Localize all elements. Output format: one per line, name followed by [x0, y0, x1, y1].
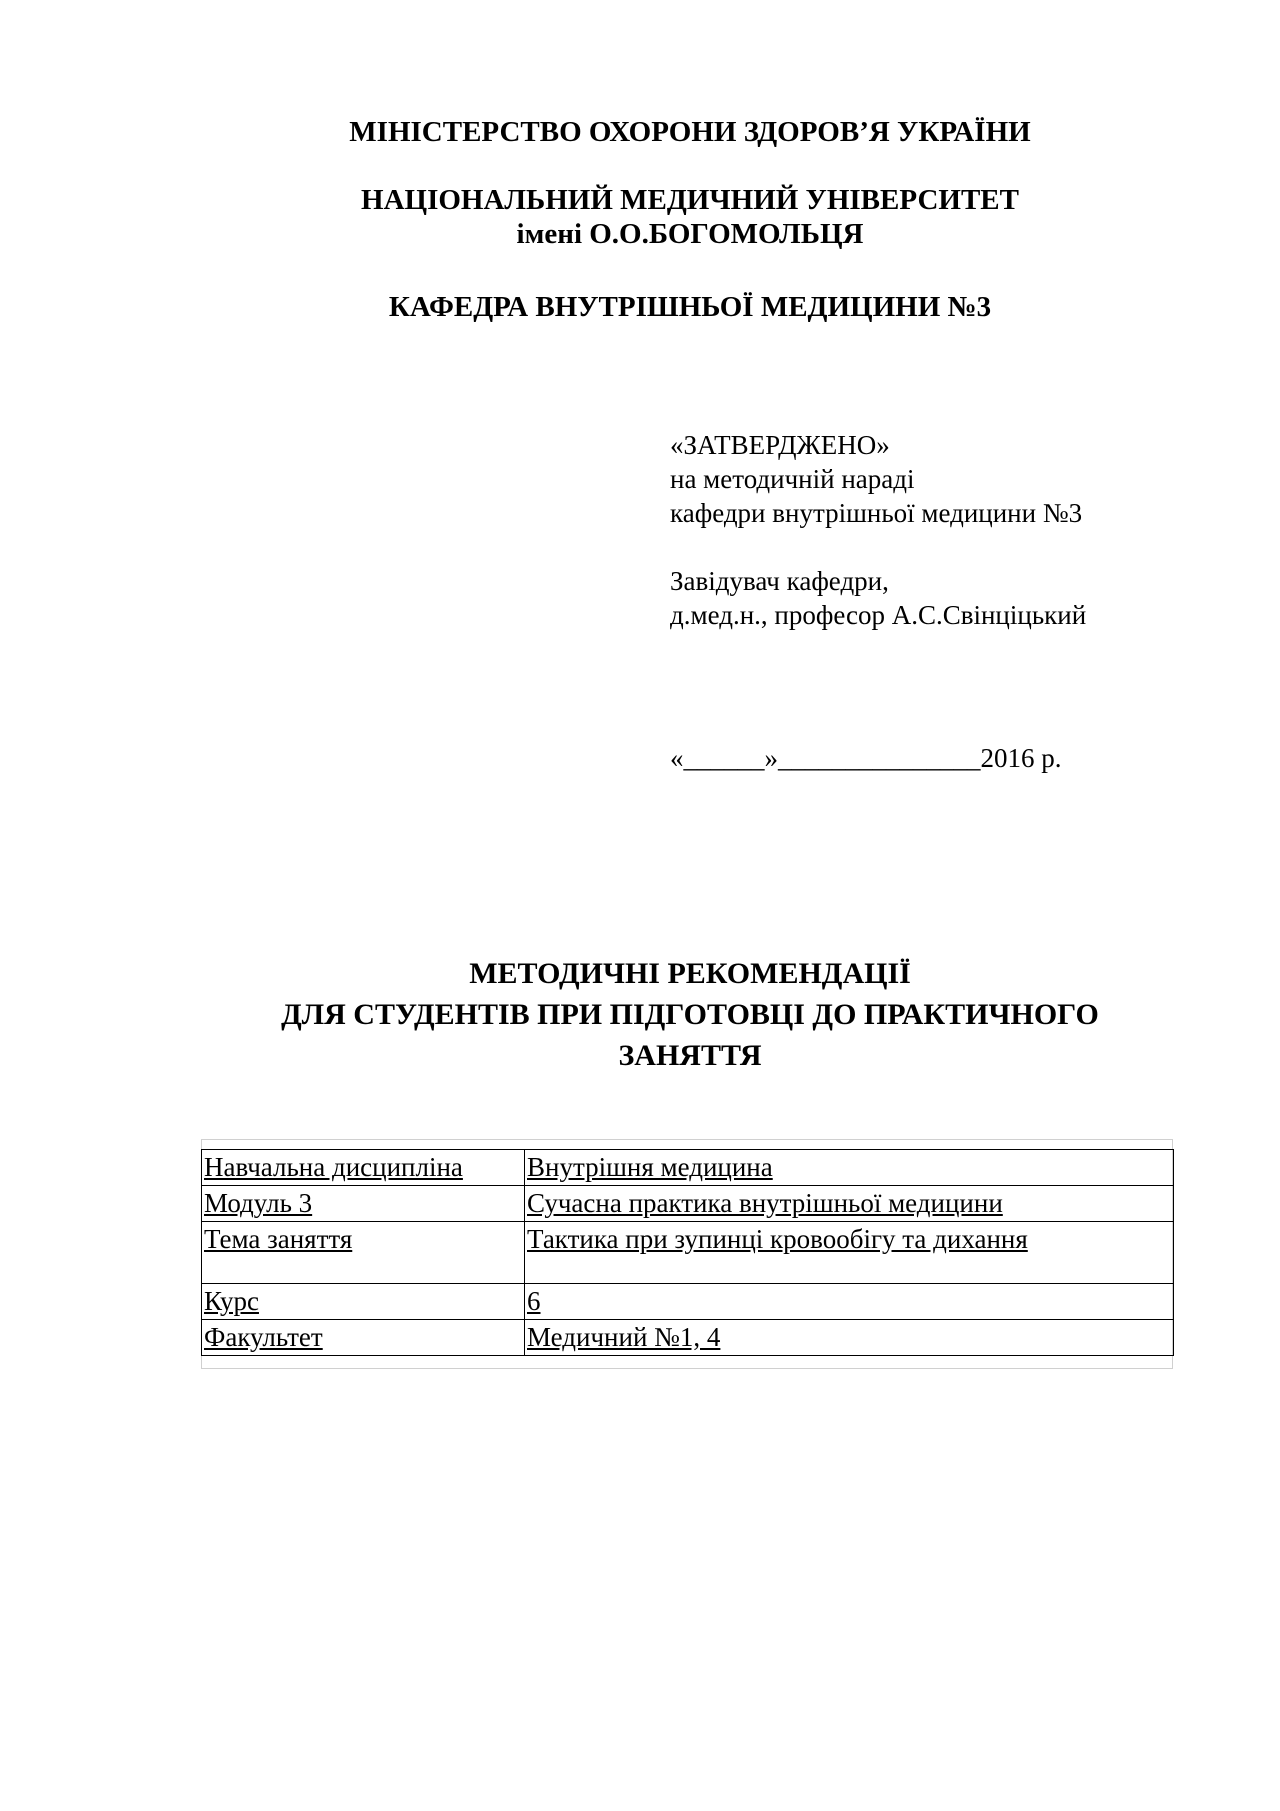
topic-value: Тактика при зупинці кровообігу та дихання — [525, 1222, 1174, 1284]
ministry-heading: МІНІСТЕРСТВО ОХОРОНИ ЗДОРОВ’Я УКРАЇНИ — [349, 116, 1031, 148]
university-name-line: імені О.О.БОГОМОЛЬЦЯ — [516, 218, 864, 250]
course-info-table — [201, 1149, 1174, 1356]
approval-date-line: «______»_______________2016 р. — [670, 743, 1062, 773]
table-row — [202, 1284, 1174, 1320]
approval-stamp — [670, 428, 1086, 632]
discipline-value: Внутрішня медицина — [525, 1150, 1174, 1186]
module-label: Модуль 3 — [202, 1186, 525, 1222]
table-row — [202, 1186, 1174, 1222]
discipline-label: Навчальна дисципліна — [202, 1150, 525, 1186]
table-row — [202, 1222, 1174, 1284]
head-title: Завідувач кафедри, — [670, 566, 889, 596]
head-name: д.мед.н., професор А.С.Свінціцький — [670, 600, 1087, 630]
approval-department: кафедри внутрішньої медицини №3 — [670, 498, 1083, 528]
module-value: Сучасна практика внутрішньої медицини — [525, 1186, 1174, 1222]
topic-label: Тема заняття — [202, 1222, 525, 1284]
document-title-line2: ДЛЯ СТУДЕНТІВ ПРИ ПІДГОТОВЦІ ДО ПРАКТИЧНОГО — [281, 998, 1099, 1031]
faculty-value: Медичний №1, 4 — [525, 1320, 1174, 1356]
document-title-line1: МЕТОДИЧНІ РЕКОМЕНДАЦІЇ — [469, 957, 911, 990]
approved-label: «ЗАТВЕРДЖЕНО» — [670, 430, 890, 460]
table-row — [202, 1150, 1174, 1186]
university-heading: НАЦІОНАЛЬНИЙ МЕДИЧНИЙ УНІВЕРСИТЕТ — [361, 184, 1019, 216]
table-row — [202, 1320, 1174, 1356]
document-title-line3: ЗАНЯТТЯ — [618, 1039, 762, 1072]
course-label: Курс — [202, 1284, 525, 1320]
approval-meeting: на методичній нараді — [670, 464, 915, 494]
department-heading: КАФЕДРА ВНУТРІШНЬОЇ МЕДИЦИНИ №3 — [388, 291, 992, 323]
course-value: 6 — [525, 1284, 1174, 1320]
faculty-label: Факультет — [202, 1320, 525, 1356]
